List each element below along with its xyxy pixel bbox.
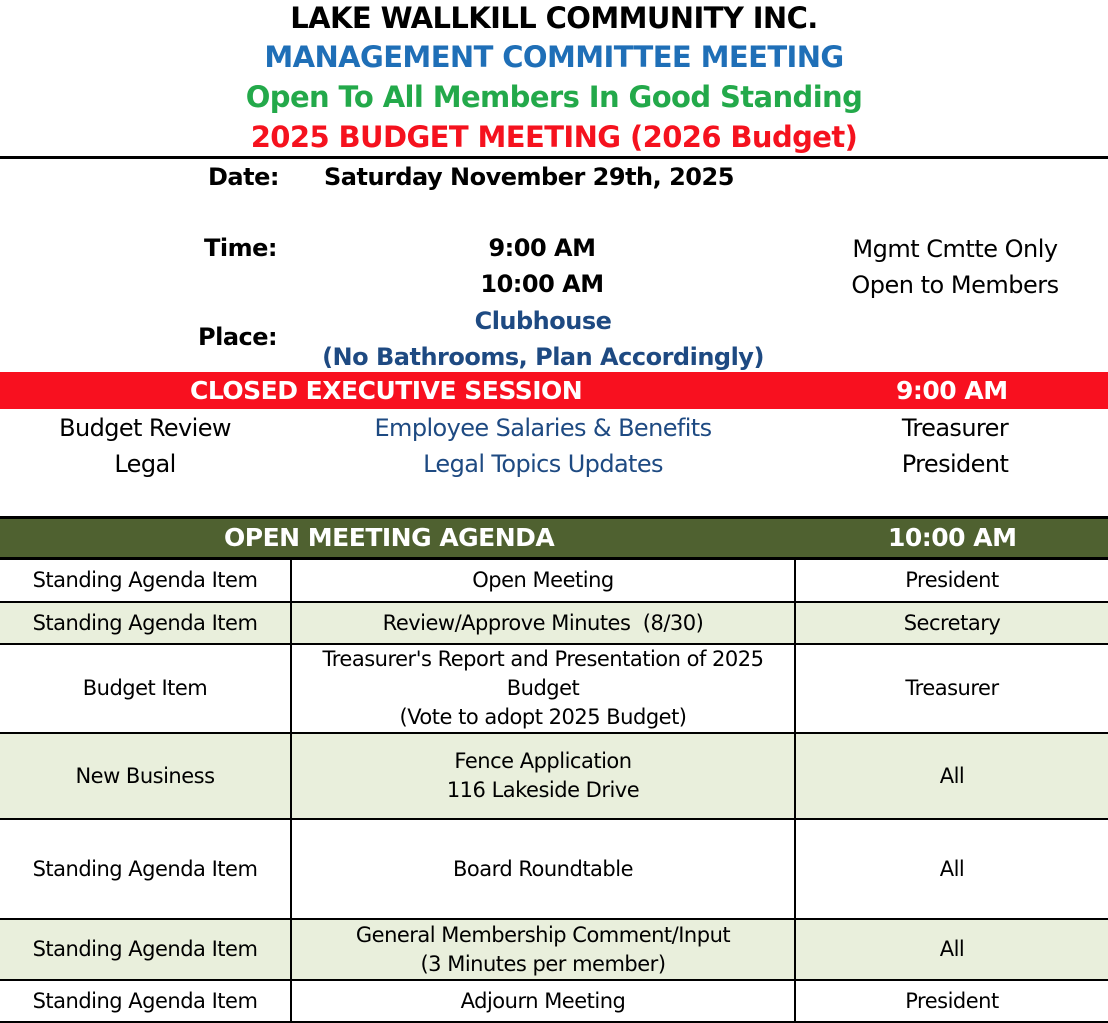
agenda-item: [291, 980, 795, 1022]
closed-item-topic: Legal Topics Updates: [423, 450, 663, 478]
agenda-item-line: Adjourn Meeting: [460, 988, 626, 1013]
agenda-item: [291, 602, 795, 644]
agenda-type: Standing Agenda Item: [0, 560, 291, 602]
place-label: Place:: [198, 323, 278, 351]
agenda-item-line: Budget: [506, 676, 580, 700]
agenda-owner: President: [795, 560, 1108, 602]
time-note-1: Mgmt Cmtte Only: [852, 235, 1058, 263]
time-label: Time:: [204, 234, 277, 262]
open-meeting-time: 10:00 AM: [888, 523, 1017, 552]
time-value-2: 10:00 AM: [480, 270, 604, 298]
closed-item-category: Budget Review: [59, 414, 231, 442]
agenda-item: [291, 560, 795, 602]
audience-subtitle: Open To All Members In Good Standing: [245, 80, 863, 114]
closed-item-topic: Employee Salaries & Benefits: [374, 414, 712, 442]
agenda-owner: All: [795, 733, 1108, 819]
agenda-item: [291, 733, 795, 819]
agenda-owner: Secretary: [795, 602, 1108, 644]
table-row: [0, 919, 1108, 980]
agenda-item-line: Open Meeting: [472, 568, 614, 592]
agenda-type: New Business: [0, 733, 291, 819]
closed-session-item: [0, 446, 1108, 482]
time-note-2: Open to Members: [851, 271, 1059, 299]
agenda-item-line: Fence Application: [454, 749, 632, 773]
agenda-type: Budget Item: [0, 644, 291, 733]
table-row: [0, 560, 1108, 602]
agenda-item: [291, 919, 795, 980]
agenda-owner: President: [795, 980, 1108, 1022]
open-meeting-title: OPEN MEETING AGENDA: [224, 523, 555, 552]
meeting-title: MANAGEMENT COMMITTEE MEETING: [264, 40, 844, 74]
closed-session-time: 9:00 AM: [896, 376, 1008, 405]
meeting-type-subtitle: 2025 BUDGET MEETING (2026 Budget): [250, 120, 858, 154]
place-note: (No Bathrooms, Plan Accordingly): [322, 343, 764, 371]
table-row: [0, 644, 1108, 733]
time-value-1: 9:00 AM: [488, 234, 596, 262]
table-row: [0, 602, 1108, 644]
agenda-type: Standing Agenda Item: [0, 819, 291, 919]
closed-item-owner: President: [901, 450, 1009, 478]
table-row: [0, 819, 1108, 919]
agenda-type: Standing Agenda Item: [0, 980, 291, 1022]
closed-item-category: Legal: [114, 450, 176, 478]
agenda-table: [0, 560, 1108, 1023]
agenda-type: Standing Agenda Item: [0, 602, 291, 644]
agenda-item-line: (3 Minutes per member): [420, 951, 666, 976]
closed-session-title: CLOSED EXECUTIVE SESSION: [190, 376, 583, 405]
table-row: [0, 980, 1108, 1022]
place-name: Clubhouse: [474, 307, 612, 335]
closed-item-owner: Treasurer: [901, 414, 1009, 442]
open-meeting-header: [0, 516, 1108, 560]
agenda-item-line: (Vote to adopt 2025 Budget): [399, 705, 687, 729]
header-divider: [0, 156, 1108, 159]
agenda-item-line: General Membership Comment/Input: [355, 922, 731, 947]
date-label: Date:: [208, 163, 279, 191]
agenda-item-line: Board Roundtable: [452, 856, 634, 881]
agenda-item-line: Review/Approve Minutes (8/30): [382, 610, 704, 635]
agenda-owner: All: [795, 819, 1108, 919]
agenda-item-line: Treasurer's Report and Presentation of 2025: [322, 647, 764, 671]
date-value: Saturday November 29th, 2025: [324, 163, 734, 191]
agenda-type: Standing Agenda Item: [0, 919, 291, 980]
agenda-item: [291, 644, 795, 733]
table-row: [0, 733, 1108, 819]
agenda-owner: All: [795, 919, 1108, 980]
org-title: LAKE WALLKILL COMMUNITY INC.: [290, 1, 818, 35]
agenda-item: [291, 819, 795, 919]
closed-session-header: [0, 372, 1108, 409]
closed-session-item: [0, 410, 1108, 446]
agenda-item-line: 116 Lakeside Drive: [446, 778, 640, 802]
agenda-owner: Treasurer: [795, 644, 1108, 733]
